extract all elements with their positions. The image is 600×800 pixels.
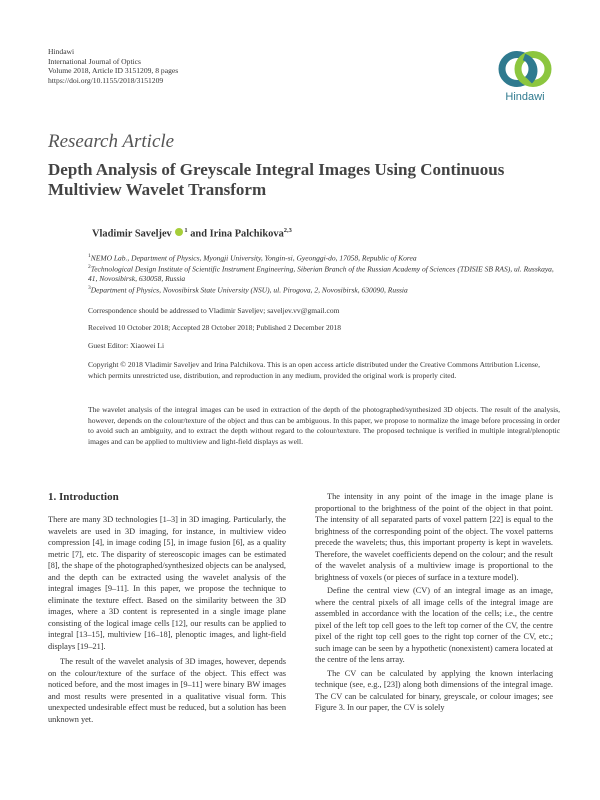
affiliation-text: Technological Design Institute of Scientific Instrument Engineering, Siberian Branch of the Russian Academy of Sciences (TDISIE SB RAS), ul. Russkaya, 41, Novosibirsk, 630058, Russia bbox=[88, 264, 554, 284]
left-column bbox=[48, 514, 286, 725]
paragraph: There are many 3D technologies [1–3] in 3D imaging. Particularly, the wavelets are used in 3D imaging, for instance, in multiview video compression [4], in image coding [5], in image fusion [6], as a quality metric [7], etc. The disparity of stereoscopic images can be estimated [8], the shape of the photographed/synthesized objects can be analysed, and the depth can be extracted using the wavelet analysis of the integral images [9–11]. In this paper, we propose the technique to eliminate the texture effect. Based on the similarity between the 3D images, where a 3D content is represented in a single image plane consisting of the logical image cells [12], our results can be applied to integral [13–15], multiview [16–18], plenoptic images, and light-field displays [19–21]. bbox=[48, 515, 286, 651]
journal-header bbox=[48, 47, 178, 85]
right-column bbox=[315, 491, 553, 714]
paragraph: The result of the wavelet analysis of 3D images, however, depends on the colour/texture of the surface of the object. This effect was noticed before, and the most images in [9–11] were binary BW images and most results were presented in a qualitative visual form. This unexpected undesirable effect must be reduced, but a solution has been unknown yet. bbox=[48, 657, 286, 724]
author-name: Vladimir Saveljev bbox=[92, 228, 172, 240]
author-connector: and bbox=[187, 228, 210, 240]
article-type: Research Article bbox=[48, 131, 175, 152]
affiliation-3 bbox=[88, 284, 558, 295]
affiliation-text: Department of Physics, Novosibirsk State University (NSU), ul. Pirogova, 2, Novosibirsk, 630090, Russia bbox=[90, 285, 408, 295]
article-title: Depth Analysis of Greyscale Integral Images Using Continuous Multiview Wavelet Transform bbox=[48, 160, 505, 199]
orcid-icon[interactable] bbox=[175, 228, 183, 236]
volume-info: Volume 2018, Article ID 3151209, 8 pages bbox=[48, 66, 179, 76]
paragraph: Define the central view (CV) of an integral image as an image, where the central pixels of all image cells of the integral image are assembled in accordance with the location of the cells; i.e., the centre pixel of the left top cell goes to the left top corner of the CV, the centre pixel of the right top cell goes to the right top corner of the CV, etc.; such image can be seen by a hypothetic (nonexistent) camera located at the centre of the lens array. bbox=[315, 586, 553, 664]
affiliation-1 bbox=[88, 252, 558, 263]
doi-link[interactable]: https://doi.org/10.1155/2018/3151209 bbox=[48, 75, 164, 85]
abstract: The wavelet analysis of the integral images can be used in extraction of the depth of the photographed/synthesized 3D objects. The result of the analysis, however, depends on the colour/texture of the object and thus can be ambiguous. In this paper, we propose to normalize the image before processing in order to avoid such an ambiguity, and to extract the depth without regard to the colour/texture. The proposed technique is verified in multiple integral/plenoptic images and can be applied to multiview and light-field displays as well. bbox=[88, 405, 560, 446]
author-affiliation-mark: 2,3 bbox=[283, 227, 292, 234]
guest-editor: Guest Editor: Xiaowei Li bbox=[88, 341, 165, 350]
affiliation-number: 3 bbox=[88, 285, 91, 291]
affiliation-number: 1 bbox=[88, 253, 91, 259]
correspondence: Correspondence should be addressed to Vladimir Saveljev; saveljev.vv@gmail.com bbox=[88, 306, 340, 315]
affiliation-2 bbox=[88, 263, 558, 284]
publication-dates: Received 10 October 2018; Accepted 28 October 2018; Published 2 December 2018 bbox=[88, 323, 342, 332]
journal-name: International Journal of Optics bbox=[48, 56, 141, 66]
author-name: Irina Palchikova bbox=[209, 228, 284, 240]
paragraph: The CV can be calculated by applying the known interlacing technique (see, e.g., [23]) along both dimensions of the integral image. The CV can be calculated for binary, greyscale, or colour images; see Figure 3. In our paper, the CV is solely bbox=[315, 668, 553, 712]
author-affiliation-mark: 1 bbox=[184, 227, 188, 234]
copyright-notice: Copyright © 2018 Vladimir Saveljev and Irina Palchikova. This is an open access article distributed under the Creative Commons Attribution License, which permits unrestricted use, distribution, and reproduction in any medium, provided the original work is properly cited. bbox=[88, 360, 540, 380]
section-heading: 1. Introduction bbox=[48, 491, 119, 503]
logo-text: Hindawi bbox=[505, 91, 545, 103]
publisher-name: Hindawi bbox=[48, 47, 75, 56]
hindawi-logo bbox=[493, 48, 557, 103]
author-line bbox=[92, 227, 292, 239]
paragraph: The intensity in any point of the image in the image plane is proportional to the brightness of the point of the object in that point. The intensity of all separated parts of voxel pattern [22] is equal to the brightness of the corresponding point of the object. The voxel patterns precede the wavelets; thus, this important property is kept in wavelets. Therefore, the wavelet coefficients depend on the colour; and the result of the wavelet analysis of a multiview image is proportional to the brightness of voxels (or pieces of surface in a texture model). bbox=[315, 492, 553, 582]
affiliation-number: 2 bbox=[88, 264, 91, 270]
hindawi-logo-icon bbox=[493, 48, 557, 90]
affiliation-text: NEMO Lab., Department of Physics, Myongji University, Yongin-si, Gyeonggi-do, 17058, Republic of Korea bbox=[90, 253, 417, 263]
